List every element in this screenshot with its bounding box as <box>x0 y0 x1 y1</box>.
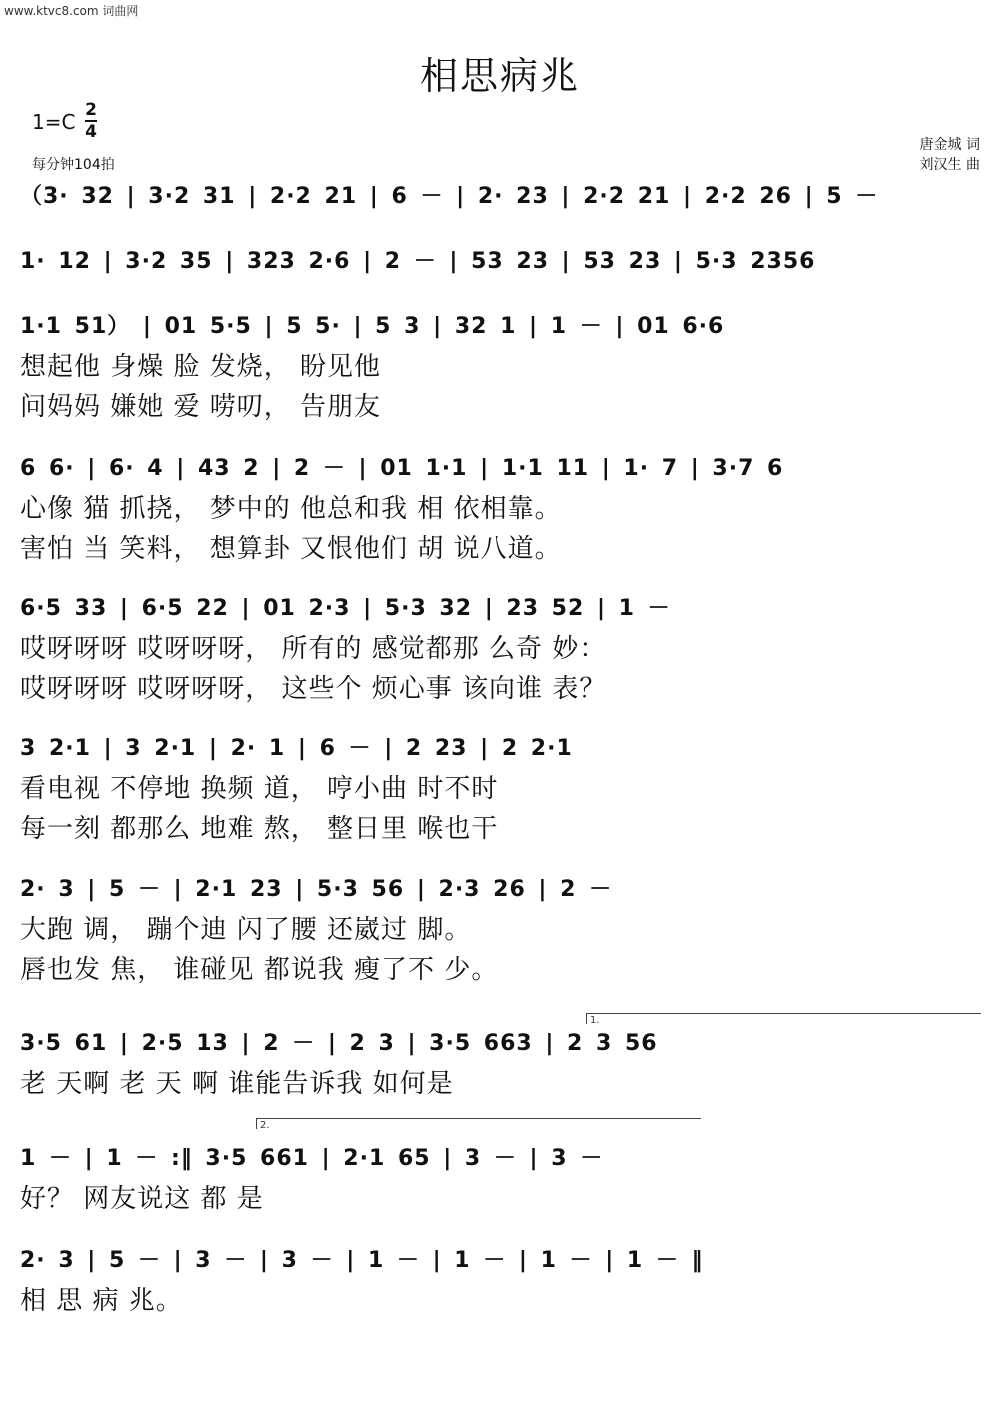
notation-line: 1·1 51） | 01 5·5 | 5 5· | 5 3 | 32 1 | 1 － | 01 6·6 <box>20 314 725 339</box>
lyricist-credit: 唐金城 词 <box>919 137 980 153</box>
notation-line: （3· 32 | 3·2 31 | 2·2 21 | 6 － | 2· 23 | 2·2 21 | 2·2 26 | 5 － <box>20 184 879 209</box>
composer-credit: 刘汉生 曲 <box>919 157 980 173</box>
notation-line: 1· 12 | 3·2 35 | 323 2·6 | 2 － | 53 23 | 53 23 | 5·3 2356 <box>20 249 816 274</box>
time-signature-bottom: 4 <box>85 122 97 142</box>
time-signature <box>83 100 99 142</box>
time-signature-top: 2 <box>85 100 97 120</box>
second-ending-bracket <box>256 1118 701 1129</box>
lyric-line: 相 思 病 兆。 <box>20 1286 183 1316</box>
lyric-line: 好？ 网友说这 都 是 <box>20 1184 264 1214</box>
lyric-verse-2: 问妈妈 嫌她 爱 唠叨， 告朋友 <box>20 392 382 422</box>
lyric-verse-1: 大跑 调， 蹦个迪 闪了腰 还崴过 脚。 <box>20 915 472 945</box>
notation-line: 2· 3 | 5 － | 2·1 23 | 5·3 56 | 2·3 26 | 2 － <box>20 877 613 902</box>
first-ending-bracket <box>586 1013 981 1024</box>
page-title: 相思病兆 <box>419 54 580 98</box>
tempo-marking: 每分钟104拍 <box>32 157 115 173</box>
lyric-verse-1: 想起他 身燥 脸 发烧， 盼见他 <box>20 352 382 382</box>
lyric-verse-1: 看电视 不停地 换频 道， 哼小曲 时不时 <box>20 774 499 804</box>
lyric-verse-1: 心像 猫 抓挠， 梦中的 他总和我 相 依相靠。 <box>20 494 562 524</box>
key-signature: 1=C <box>32 110 76 134</box>
notation-line: 3 2·1 | 3 2·1 | 2· 1 | 6 － | 2 23 | 2 2·1 <box>20 736 573 761</box>
lyric-verse-2: 害怕 当 笑料， 想算卦 又恨他们 胡 说八道。 <box>20 534 562 564</box>
notation-line: 6 6· | 6· 4 | 43 2 | 2 － | 01 1·1 | 1·1 11 | 1· 7 | 3·7 6 <box>20 456 784 481</box>
lyric-verse-2: 哎呀呀呀 哎呀呀呀， 这些个 烦心事 该向谁 表？ <box>20 674 607 704</box>
lyric-verse-1: 哎呀呀呀 哎呀呀呀， 所有的 感觉都那 么奇 妙： <box>20 634 607 664</box>
notation-line: 6·5 33 | 6·5 22 | 01 2·3 | 5·3 32 | 23 52 | 1 － <box>20 596 671 621</box>
first-ending-label: 1. <box>590 1015 600 1026</box>
notation-line: 1 － | 1 － :‖ 3·5 661 | 2·1 65 | 3 － | 3 － <box>20 1146 604 1171</box>
lyric-line: 老 天啊 老 天 啊 谁能告诉我 如何是 <box>20 1069 454 1099</box>
second-ending-label: 2. <box>260 1120 270 1131</box>
lyric-verse-2: 每一刻 都那么 地难 熬， 整日里 喉也干 <box>20 814 499 844</box>
notation-line: 2· 3 | 5 － | 3 － | 3 － | 1 － | 1 － | 1 － | 1 － ‖ <box>20 1248 704 1273</box>
lyric-verse-2: 唇也发 焦， 谁碰见 都说我 瘦了不 少。 <box>20 955 499 985</box>
watermark: www.ktvc8.com 词曲网 <box>4 4 139 18</box>
notation-line: 3·5 61 | 2·5 13 | 2 － | 2 3 | 3·5 663 | 2 3 56 <box>20 1031 658 1056</box>
